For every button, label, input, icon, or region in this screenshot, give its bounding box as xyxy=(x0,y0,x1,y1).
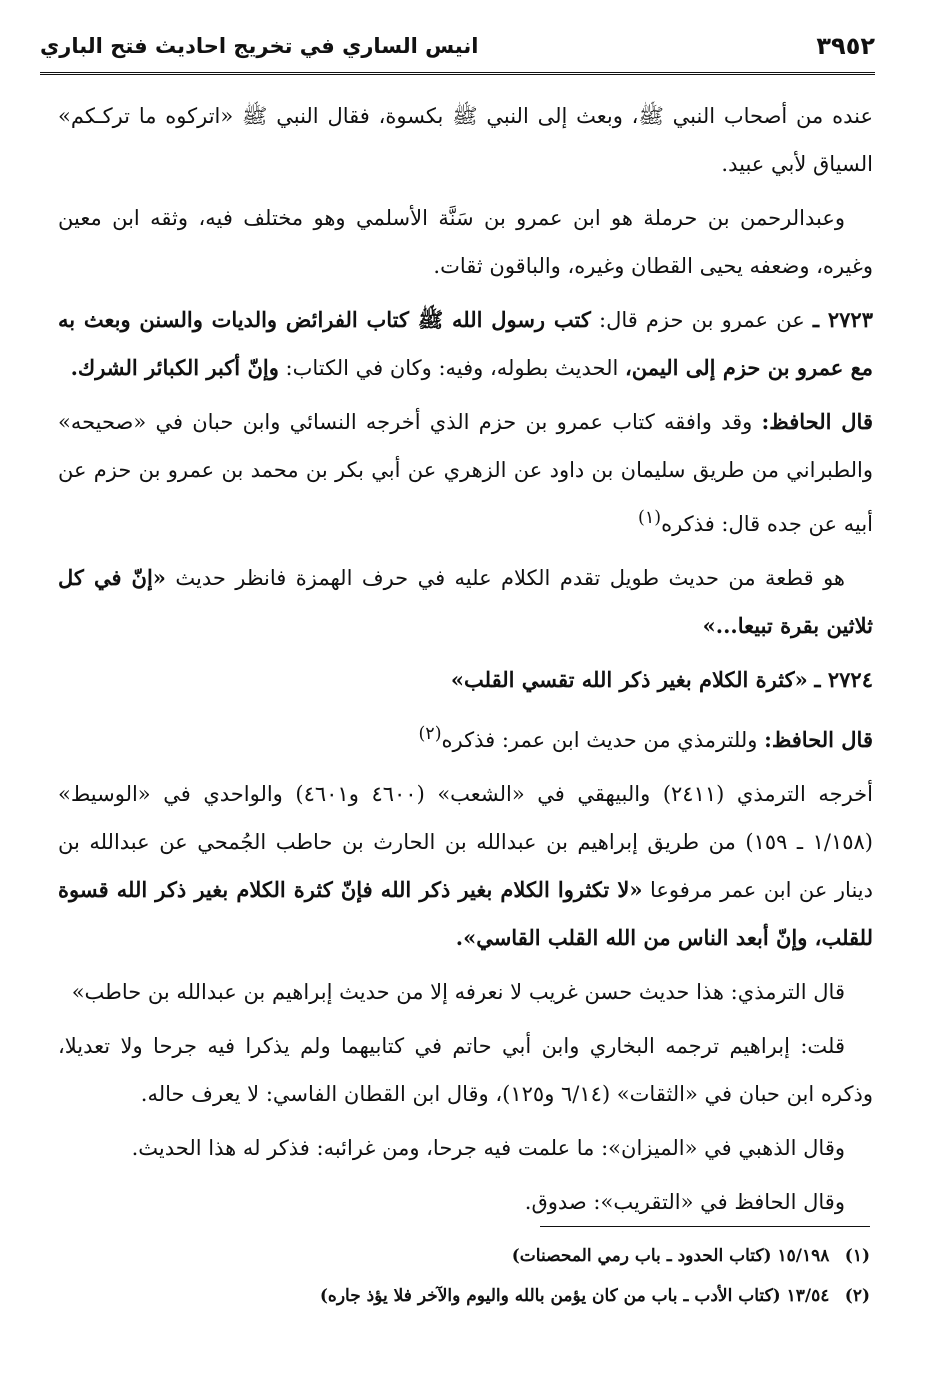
footnote-ref[interactable]: (١) xyxy=(638,508,662,528)
hadith-quote: كتب رسول الله ﷺ كتاب الفرائض والديات والسنن وبعث به مع عمرو بن حزم إلى اليمن، xyxy=(58,307,873,380)
hadith-2723 xyxy=(58,296,873,392)
hadith-quote: «كثرة الكلام بغير ذكر الله تقسي القلب» xyxy=(450,667,808,692)
paragraph-text: وللترمذي من حديث ابن عمر: فذكره xyxy=(441,728,758,752)
hadith-quote: وإنّ أكبر الكبائر الشرك. xyxy=(70,355,279,380)
page-header xyxy=(40,28,875,75)
running-title: انيس الساري في تخريج احاديث فتح الباري xyxy=(40,34,479,58)
footnotes xyxy=(58,1236,870,1316)
page-body xyxy=(58,92,873,1232)
hadith-quote: «لا تكثروا الكلام بغير ذكر الله فإنّ كثرة الكلام بغير ذكر الله قسوة للقلب، وإنّ أبعد الناس من الله القلب القاسي». xyxy=(58,877,873,950)
hadith-2724 xyxy=(58,656,873,704)
paragraph-10: وقال الحافظ في «التقريب»: صدوق. xyxy=(524,1190,845,1214)
paragraph-7: قال الترمذي: هذا حديث حسن غريب لا نعرفه إلا من حديث إبراهيم بن عبدالله بن حاطب» xyxy=(71,980,845,1004)
footnote-text: ١٥/١٩٨ (كتاب الحدود ـ باب رمي المحصنات) xyxy=(511,1246,830,1266)
paragraph-9: وقال الذهبي في «الميزان»: ما علمت فيه جرحا، ومن غرائبه: فذكر له هذا الحديث. xyxy=(131,1136,845,1160)
paragraph-text: وقد وافقه كتاب عمرو بن حزم الذي أخرجه النسائي وابن حبان في «صحيحه» والطبراني من طريق سليمان بن داود عن الزهري عن أبي بكر بن محمد بن عمرو بن حزم عن أبيه عن جده قال: فذكره xyxy=(58,410,873,536)
hadith-text: عن عمرو بن حزم قال: xyxy=(599,308,805,332)
hadith-text: الحديث بطوله، وفيه: وكان في الكتاب: xyxy=(285,356,619,380)
footnote-1 xyxy=(58,1236,870,1276)
page-number: ٣٩٥٢ xyxy=(816,32,875,60)
footnote-number: (١) xyxy=(844,1246,870,1266)
footnote-ref[interactable]: (٢) xyxy=(418,724,442,744)
footnote-number: (٢) xyxy=(844,1286,870,1306)
footnote-separator xyxy=(540,1226,870,1227)
paragraph-1: عنده من أصحاب النبي ﷺ، وبعث إلى النبي ﷺ بكسوة، فقال النبي ﷺ «اتركوه ما تركـكم» السياق لأبي عبيد. xyxy=(58,104,873,176)
hadith-quote: «إنّ في كل ثلاثين بقرة تبيعا...» xyxy=(58,565,873,638)
paragraph-8: قلت: إبراهيم ترجمه البخاري وابن أبي حاتم في كتابيهما ولم يذكرا فيه جرحا ولا تعديلا، وذكره ابن حبان في «الثقات» (٦/١٤ و١٢٥)، وقال ابن القطان الفاسي: لا يعرف حاله. xyxy=(58,1034,873,1106)
footnote-text: ١٣/٥٤ (كتاب الأدب ـ باب من كان يؤمن بالله واليوم والآخر فلا يؤذ جاره) xyxy=(319,1286,830,1306)
hadith-number: ٢٧٢٣ ـ xyxy=(812,307,873,332)
speaker-label: قال الحافظ: xyxy=(764,727,873,752)
footnote-2 xyxy=(58,1276,870,1316)
paragraph-4 xyxy=(58,554,873,650)
hadith-number: ٢٧٢٤ ـ xyxy=(814,667,873,692)
paragraph-text: أخرجه الترمذي (٢٤١١) والبيهقي في «الشعب» (٤٦٠٠ و٤٦٠١) والواحدي في «الوسيط» (١/١٥٨ ـ ١٥٩) من طريق إبراهيم بن عبدالله بن الحارث بن حاطب الجُمحي عن عبدالله بن دينار عن ابن عمر مرفوعا xyxy=(58,782,873,902)
speaker-label: قال الحافظ: xyxy=(761,409,873,434)
paragraph-text: هو قطعة من حديث طويل تقدم الكلام عليه في حرف الهمزة فانظر حديث xyxy=(175,566,845,590)
paragraph-2: وعبدالرحمن بن حرملة هو ابن عمرو بن سَنَّة الأسلمي وهو مختلف فيه، وثقه ابن معين وغيره، وضعفه يحيى القطان وغيره، والباقون ثقات. xyxy=(58,206,873,278)
paragraph-6 xyxy=(58,770,873,962)
paragraph-3 xyxy=(58,398,873,548)
paragraph-5 xyxy=(58,710,873,764)
